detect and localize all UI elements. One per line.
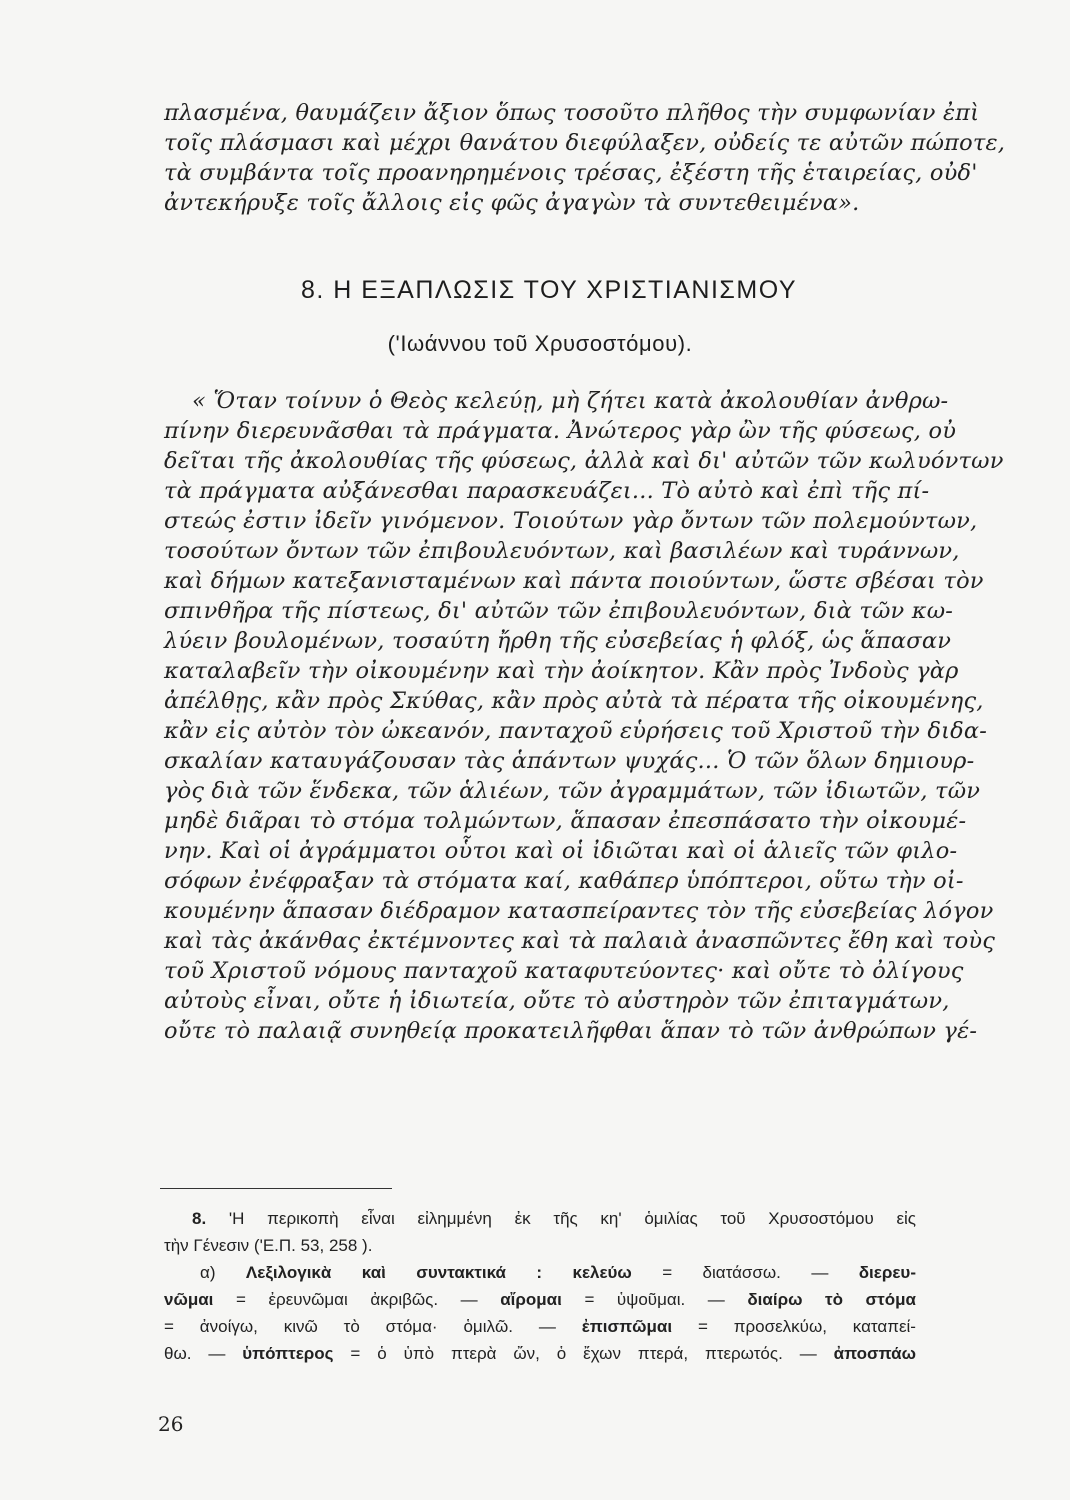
footnote-line: τὴν Γένεσιν ('Ε.Π. 53, 258 ). [164,1236,373,1255]
section-heading: 8. Η ΕΞΑΠΛΩΣΙΣ ΤΟΥ ΧΡΙΣΤΙΑΝΙΣΜΟΥ [300,276,798,304]
text-line: στεώς ἐστιν ἰδεῖν γινόμενον. Τοιούτων γὰρ ὄντων τῶν πολεμούντων, [164,508,978,534]
text-line: οὔτε τὸ παλαιᾷ συνηθείᾳ προκατειλῆφθαι ἅπαν τὸ τῶν ἀνθρώπων γέ- [164,1018,978,1044]
text-line: νην. Καὶ οἱ ἀγράμματοι οὗτοι καὶ οἱ ἰδιῶται καὶ οἱ ἁλιεῖς τῶν φιλο- [164,838,958,864]
text-line: κουμένην ἅπασαν διέδραμον κατασπείραντες τὸν τῆς εὐσεβείας λόγον [164,898,994,924]
text-line: λύειν βουλομένων, τοσαύτη ἤρθη τῆς εὐσεβείας ἡ φλόξ, ὡς ἅπασαν [164,628,952,654]
text-line: τοσούτων ὄντων τῶν ἐπιβουλευόντων, καὶ βασιλέων καὶ τυράννων, [164,538,960,564]
glossary-definition: = ὑψοῦμαι. — [584,1290,725,1309]
footnote-number: 8. [192,1209,207,1228]
text-line: κἂν εἰς αὐτὸν τὸν ὠκεανόν, πανταχοῦ εὑρήσεις τοῦ Χριστοῦ τὴν διδα- [164,718,988,744]
intro-paragraph [164,98,1006,218]
section-title: Λεξιλογικὰ καὶ συντακτικά : [245,1263,543,1282]
footnote-line [164,1259,916,1286]
glossary-definition: = διατάσσω. — [662,1263,829,1282]
footnote-line [164,1340,916,1367]
glossary-definition: = προσελκύω, καταπεί- [697,1317,916,1336]
text-line: ἀντεκήρυξε τοῖς ἄλλοις εἰς φῶς ἀγαγὼν τὰ συντεθειμένα». [164,190,860,216]
text-line: τὰ συμβάντα τοῖς προανηρημένοις τρέσας, ἐξέστη τῆς ἑταιρείας, οὐδ' [164,160,978,186]
main-passage [164,386,1004,1046]
text-line: τοῖς πλάσμασι καὶ μέχρι θανάτου διεφύλαξεν, οὐδείς τε αὐτῶν πώποτε, [164,130,1006,156]
text-line: δεῖται τῆς ἀκολουθίας τῆς φύσεως, ἀλλὰ καὶ δι' αὐτῶν τῶν κωλυόντων [164,448,1004,474]
text-line: αὐτοὺς εἶναι, οὔτε ἡ ἰδιωτεία, οὔτε τὸ αὐστηρὸν τῶν ἐπιταγμάτων, [164,988,950,1014]
glossary-term: ἀποσπάω [833,1344,916,1363]
glossary-term: κελεύω [572,1263,632,1282]
glossary-term: διερευ- [858,1263,916,1282]
text-line: ἀπέλθῃς, κἂν πρὸς Σκύθας, κἂν πρὸς αὐτὰ τὰ πέρατα τῆς οἰκουμένης, [164,688,984,714]
glossary-definition: = ὁ ὑπὸ πτερὰ ὤν, ὁ ἔχων πτερά, πτερωτός. — [350,1344,817,1363]
section-subheading: ('Ιωάννου τοῦ Χρυσοστόμου). [387,331,693,356]
footnote-line [164,1313,916,1340]
footnote-line [164,1286,916,1313]
glossary-term: αἴρομαι [500,1290,562,1309]
text-line: τὰ πράγματα αὐξάνεσθαι παρασκευάζει... Τὸ αὐτὸ καὶ ἐπὶ τῆς πί- [164,478,930,504]
glossary-definition: = ἀνοίγω, κινῶ τὸ στόμα· ὁμιλῶ. — [164,1317,556,1336]
glossary-definition: θω. — [164,1344,226,1363]
text-line: σόφων ἐνέφραξαν τὰ στόματα καί, καθάπερ ὑπόπτεροι, οὕτω τὴν οἰ- [164,868,964,894]
text-line: σκαλίαν καταυγάζουσαν τὰς ἁπάντων ψυχάς... Ὁ τῶν ὅλων δημιουρ- [164,748,975,774]
text-line: σπινθῆρα τῆς πίστεως, δι' αὐτῶν τῶν ἐπιβουλευόντων, διὰ τῶν κω- [164,598,954,624]
text-line: πλασμένα, θαυμάζειν ἄξιον ὅπως τοσοῦτο πλῆθος τὴν συμφωνίαν ἐπὶ [164,100,980,126]
footnotes [164,1205,916,1367]
footnote-text: 'Η περικοπὴ εἶναι εἰλημμένη ἐκ τῆς κη' ὁμιλίας τοῦ Χρυσοστόμου εἰς [228,1209,917,1228]
text-line: τοῦ Χριστοῦ νόμους πανταχοῦ καταφυτεύοντες· καὶ οὔτε τὸ ὀλίγους [164,958,964,984]
text-line: πίνην διερευνᾶσθαι τὰ πράγματα. Ἀνώτερος γὰρ ὢν τῆς φύσεως, οὐ [164,418,957,444]
footnote-line [164,1205,916,1232]
text-line: καταλαβεῖν τὴν οἰκουμένην καὶ τὴν ἀοίκητον. Κἂν πρὸς Ἰνδοὺς γὰρ [164,658,959,684]
glossary-term: νῶμαι [164,1290,214,1309]
footnote-divider [160,1188,392,1189]
section-marker: α) [200,1263,216,1282]
glossary-definition: = ἐρευνῶμαι ἀκριβῶς. — [235,1290,478,1309]
text-line: « Ὅταν τοίνυν ὁ Θεὸς κελεύῃ, μὴ ζήτει κατὰ ἀκολουθίαν ἀνθρω- [192,388,949,414]
glossary-term: ἐπισπῶμαι [581,1317,673,1336]
text-line: μηδὲ διᾶραι τὸ στόμα τολμώντων, ἅπασαν ἐπεσπάσατο τὴν οἰκουμέ- [164,808,967,834]
page-number: 26 [158,1412,184,1436]
text-line: καὶ δήμων κατεξανισταμένων καὶ πάντα ποιούντων, ὥστε σβέσαι τὸν [164,568,984,594]
glossary-term: ὑπόπτερος [242,1344,334,1363]
text-line: καὶ τὰς ἀκάνθας ἐκτέμνοντες καὶ τὰ παλαιὰ ἀνασπῶντες ἔθη καὶ τοὺς [164,928,996,954]
glossary-term: διαίρω τὸ στόμα [747,1290,916,1309]
text-line: γὸς διὰ τῶν ἕνδεκα, τῶν ἁλιέων, τῶν ἀγραμμάτων, τῶν ἰδιωτῶν, τῶν [164,778,981,804]
